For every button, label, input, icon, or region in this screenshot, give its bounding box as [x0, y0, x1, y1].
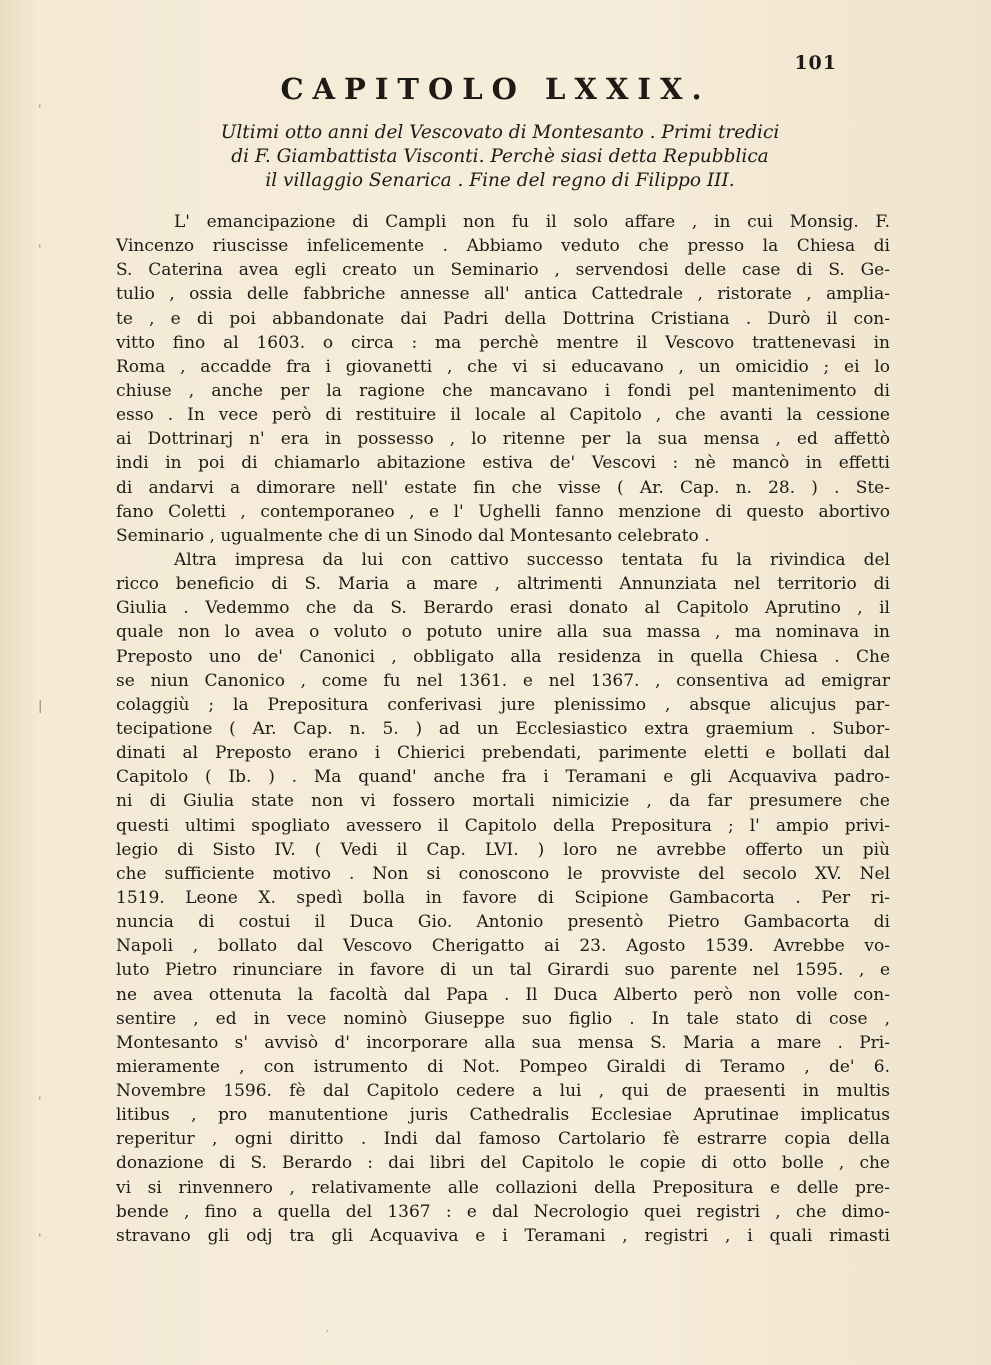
ink-speck: ′ — [326, 1328, 329, 1342]
summary-line: di F. Giambattista Visconti. Perchè siasi detta Repubblica — [231, 146, 769, 167]
text-line: bende , fino a quella del 1367 : e dal Necrologio quei registri , che dimo- — [116, 1201, 890, 1222]
text-line: luto Pietro rinunciare in favore di un tal Girardi suo parente nel 1595. , e — [116, 960, 890, 981]
text-line: Montesanto s' avvisò d' incorporare alla sua mensa S. Maria a mare . Pri- — [116, 1032, 890, 1053]
summary-line: il villaggio Senarica . Fine del regno di Filippo III. — [265, 170, 735, 191]
page-number: 101 — [794, 52, 837, 74]
text-line: Novembre 1596. fè dal Capitolo cedere a lui , qui de praesenti in multis — [116, 1081, 890, 1102]
text-line: litibus , pro manutentione juris Cathedralis Ecclesiae Aprutinae implicatus — [116, 1105, 890, 1126]
text-line: reperitur , ogni diritto . Indi dal famoso Cartolario fè estrarre copia della — [116, 1129, 890, 1150]
chapter-title: CAPITOLO LXXIX. — [280, 72, 711, 106]
text-line: quale non lo avea o voluto o potuto unire alla sua massa , ma nominava in — [116, 622, 890, 643]
text-line: Napoli , bollato dal Vescovo Cherigatto ai 23. Agosto 1539. Avrebbe vo- — [116, 936, 890, 957]
text-line: Giulia . Vedemmo che da S. Berardo erasi donato al Capitolo Aprutino , il — [116, 598, 890, 619]
text-line: donazione di S. Berardo : dai libri del Capitolo le copie di otto bolle , che — [116, 1153, 890, 1174]
text-line: L' emancipazione di Campli non fu il solo affare , in cui Monsig. F. — [174, 212, 890, 232]
text-line: Seminario , ugualmente che di un Sinodo dal Montesanto celebrato . — [116, 525, 710, 546]
text-line: indi in poi di chiamarlo abitazione estiva de' Vescovi : nè mancò in effetti — [116, 453, 890, 474]
text-line: vitto fino al 1603. o circa : ma perchè mentre il Vescovo trattenevasi in — [116, 332, 890, 353]
chapter-summary — [140, 121, 860, 193]
text-line: ni di Giulia state non vi fossero mortali nimicizie , da far presumere che — [116, 791, 890, 812]
text-line: mieramente , con istrumento di Not. Pompeo Giraldi di Teramo , de' 6. — [116, 1056, 890, 1077]
text-line: colaggiù ; la Prepositura conferivasi jure plenissimo , absque alicujus par- — [116, 694, 890, 715]
margin-mark: ˌ — [38, 235, 42, 250]
text-line: Vincenzo riuscisse infelicemente . Abbiamo veduto che presso la Chiesa di — [116, 236, 890, 257]
margin-mark: | — [38, 699, 43, 714]
text-line: Roma , accadde fra i giovanetti , che vi si educavano , un omicidio ; ei lo — [116, 356, 890, 377]
margin-mark: ˌ — [38, 1087, 42, 1102]
text-line: nuncia di costui il Duca Gio. Antonio presentò Pietro Gambacorta di — [116, 912, 890, 933]
text-line: ricco beneficio di S. Maria a mare , altrimenti Annunziata nel territorio di — [116, 574, 890, 595]
text-line: di andarvi a dimorare nell' estate fin che visse ( Ar. Cap. n. 28. ) . Ste- — [116, 477, 890, 498]
text-line: ne avea ottenuta la facoltà dal Papa . Il Duca Alberto però non volle con- — [116, 984, 890, 1005]
text-line: tulio , ossia delle fabbriche annesse all' antica Cattedrale , ristorate , amplia- — [116, 284, 890, 305]
text-line: te , e di poi abbandonate dai Padri della Dottrina Cristiana . Durò il con- — [116, 308, 890, 329]
text-line: dinati al Preposto erano i Chierici prebendati, parimente eletti e bollati dal — [116, 743, 890, 764]
text-line: stravano gli odj tra gli Acquaviva e i Teramani , registri , i quali rimasti — [116, 1225, 890, 1246]
text-line: che sufficiente motivo . Non si conoscono le provviste del secolo XV. Nel — [116, 863, 890, 884]
text-line: sentire , ed in vece nominò Giuseppe suo figlio . In tale stato di cose , — [116, 1008, 890, 1029]
text-line: esso . In vece però di restituire il locale al Capitolo , che avanti la cessione — [116, 405, 890, 426]
summary-line: Ultimi otto anni del Vescovato di Montesanto . Primi tredici — [220, 122, 780, 143]
text-line: ai Dottrinarj n' era in possesso , lo ritenne per la sua mensa , ed affettò — [116, 429, 890, 450]
margin-mark: ˌ — [38, 1224, 42, 1239]
text-line: vi si rinvennero , relativamente alle collazioni della Prepositura e delle pre- — [116, 1177, 890, 1198]
body-text — [116, 210, 890, 1248]
text-line: fano Coletti , contemporaneo , e l' Ughelli fanno menzione di questo abortivo — [116, 501, 890, 522]
text-line: Altra impresa da lui con cattivo successo tentata fu la rivindica del — [174, 549, 890, 570]
text-line: tecipatione ( Ar. Cap. n. 5. ) ad un Ecclesiastico extra graemium . Subor- — [116, 718, 890, 739]
text-line: se niun Canonico , come fu nel 1361. e nel 1367. , consentiva ad emigrar — [116, 670, 890, 691]
text-line: legio di Sisto IV. ( Vedi il Cap. LVI. ) loro ne avrebbe offerto un più — [116, 839, 890, 860]
margin-mark: ˌ — [38, 95, 42, 110]
text-line: questi ultimi spogliato avessero il Capitolo della Prepositura ; l' ampio privi- — [116, 815, 890, 836]
text-line: chiuse , anche per la ragione che mancavano i fondi pel mantenimento di — [116, 380, 890, 401]
text-line: 1519. Leone X. spedì bolla in favore di Scipione Gambacorta . Per ri- — [116, 887, 890, 908]
text-line: S. Caterina avea egli creato un Seminario , servendosi delle case di S. Ge- — [116, 260, 890, 281]
text-line: Capitolo ( Ib. ) . Ma quand' anche fra i Teramani e gli Acquaviva padro- — [116, 767, 890, 788]
text-line: Preposto uno de' Canonici , obbligato alla residenza in quella Chiesa . Che — [116, 646, 890, 667]
